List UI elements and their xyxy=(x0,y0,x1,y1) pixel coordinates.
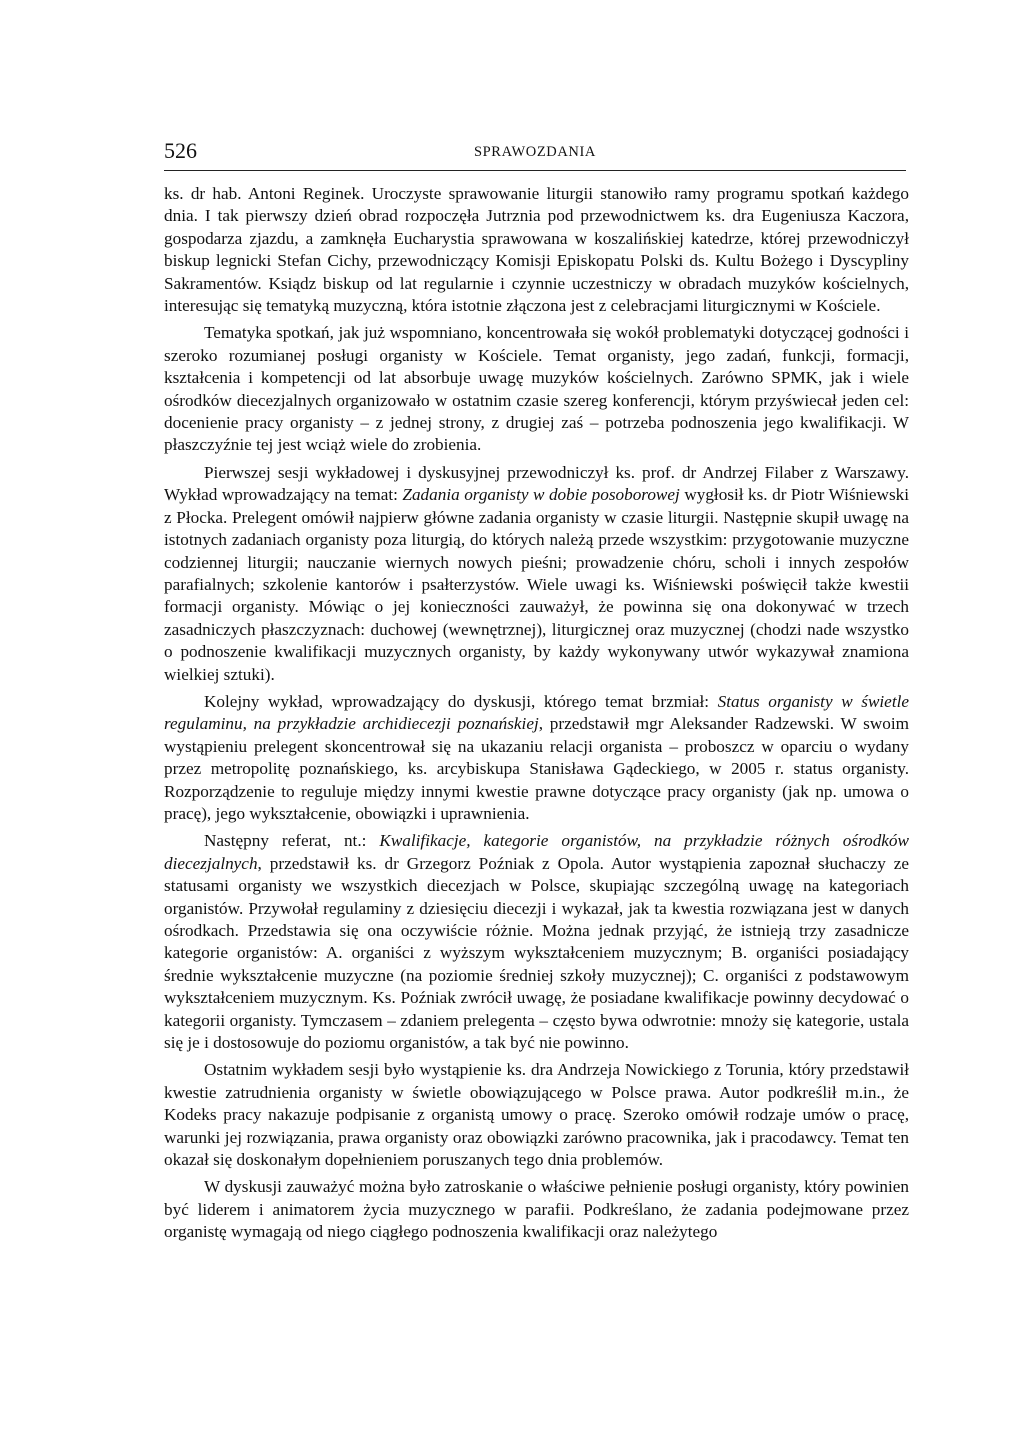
page-header xyxy=(164,134,906,171)
paragraph-text: Kolejny wykład, wprowadzający do dyskusji, którego temat brzmiał: xyxy=(204,691,718,711)
paragraph-text: W dyskusji zauważyć można było zatroskanie o właściwe pełnienie posługi organisty, który powinien być liderem i animatorem życia muzycznego w parafii. Podkreślano, że zadania podejmowane przez organistę wymagają od niego ciągłego podnoszenia kwalifikacji oraz należytego xyxy=(164,1177,909,1242)
body-text xyxy=(164,183,909,1244)
lecture-title: Zadania organisty w dobie posoborowej xyxy=(402,485,680,505)
page-number: 526 xyxy=(164,138,197,163)
paragraph xyxy=(164,322,909,456)
paragraph-text: wygłosił ks. dr Piotr Wiśniewski z Płocka. Prelegent omówił najpierw główne zadania organisty w czasie liturgii. Następnie skupił uwagę na istotnych zadaniach organisty poza liturgią, do których należą przede wszystkim: przygotowanie muzyczne codziennej liturgii; nauczanie wiernych nowych pieśni; prowadzenie chóru, scholi i innych zespołów parafialnych; szkolenie kantorów i psałterzystów. Wiele uwagi ks. Wiśniewski poświęcił także kwestii formacji organisty. Mówiąc o jej konieczności zauważył, że powinna się ona dokonywać w trzech zasadniczych płaszczyznach: duchowej (wewnętrznej), liturgicznej oraz muzycznej (chodzi nade wszystko o podnoszenie kwalifikacji muzycznych organisty, by każdy wykonywany utwór wykazywał znamiona wielkiej sztuki). xyxy=(164,485,909,684)
paragraph-text: , przedstawił ks. dr Grzegorz Poźniak z Opola. Autor wystąpienia zapoznał słuchaczy ze statusami organisty we wszystkich diecezjach w Polsce, skupiając szczególną uwagę na kategoriach organistów. Przywołał regulaminy z dziesięciu diecezji i wykazał, jak ta kwestia rozwiązana jest w danych ośrodkach. Przedstawia się ona oczywiście różnie. Można jednak przyjąć, że istnieją trzy zasadnicze kategorie organistów: A. organiści z wyższym wykształceniem muzycznym; B. organiści posiadający średnie wykształcenie muzyczne (na poziomie średniej szkoły muzycznej); C. organiści z podstawowym wykształceniem muzycznym. Ks. Poźniak zwrócił uwagę, że posiadane kwalifikacje powinny decydować o kategorii organisty. Tymczasem – zdaniem prelegenta – często bywa odwrotnie: mnoży się kategorie, ustala się je i dostosowuje do poziomu organistów, a tak być nie powinno. xyxy=(164,853,909,1053)
paragraph xyxy=(164,1059,909,1171)
paragraph xyxy=(164,830,909,1054)
paragraph xyxy=(164,462,909,686)
paragraph-text: Następny referat, nt.: xyxy=(204,831,380,851)
paragraph xyxy=(164,691,909,825)
paragraph-text: , przedstawił mgr Aleksander Radzewski. W swoim wystąpieniu prelegent skoncentrował się na ukazaniu relacji organista – proboszcz w oparciu o wydany przez metropolitę poznańskiego, ks. arcybiskupa Stanisława Gądeckiego, w 2005 r. status organisty. Rozporządzenie to reguluje między innymi kwestie prawne dotyczące pracy organisty (jak np. umowa o pracę), jego wykształcenie, obowiązki i uprawnienia. xyxy=(164,714,909,823)
paragraph xyxy=(164,1176,909,1243)
paragraph-text: Ostatnim wykładem sesji było wystąpienie ks. dra Andrzeja Nowickiego z Torunia, który przedstawił kwestie zatrudnienia organisty w świetle obowiązującego w Polsce prawa. Autor podkreślił m.in., że Kodeks pracy nakazuje podpisanie z organistą umowy o pracę. Szeroko omówił rodzaje umów o pracę, warunki jej rozwiązania, prawa organisty oraz obowiązki zarówno pracownika, jak i pracodawcy. Temat ten okazał się doskonałym dopełnieniem poruszanych tego dnia problemów. xyxy=(164,1060,909,1170)
lecture-title: Kwalifikacje, kategorie organistów, na przykładzie różnych ośrodków diecezjalnych xyxy=(164,831,909,873)
paragraph xyxy=(164,183,909,317)
lecture-title: Status organisty w świetle regulaminu, na przykładzie archidiecezji poznańskiej xyxy=(164,691,909,734)
paragraph-text: ks. dr hab. Antoni Reginek. Uroczyste sprawowanie liturgii stanowiło ramy programu spotkań każdego dnia. I tak pierwszy dzień obrad rozpoczęła Jutrznia pod przewodnictwem ks. dra Eugeniusza Kaczora, gospodarza zjazdu, a zamknęła Eucharystia sprawowana w koszalińskiej katedrze, której przewodniczył biskup legnicki Stefan Cichy, przewodniczący Komisji Episkopatu Polski ds. Kultu Bożego i Dyscypliny Sakramentów. Ksiądz biskup od lat regularnie i czynnie uczestniczy w obradach muzyków kościelnych, interesując się tematyką muzyczną, która istotnie złączona jest z celebracjami liturgicznymi w Kościele. xyxy=(164,184,909,316)
paragraph-text: Tematyka spotkań, jak już wspomniano, koncentrowała się wokół problematyki dotyczącej godności i szeroko rozumianej posługi organisty w Kościele. Temat organisty, jego zadań, funkcji, formacji, kształcenia i kompetencji od lat absorbuje uwagę muzyków kościelnych. Zarówno SPMK, jak i wiele ośrodków diecezjalnych organizowało w ostatnim czasie szereg konferencji, którym przyświecał jeden cel: docenienie pracy organisty – z jednej strony, z drugiej zaś – potrzeba podnoszenia jego kwalifikacji. W płaszczyźnie tej jest wciąż wiele do zrobienia. xyxy=(164,323,909,455)
running-head: SPRAWOZDANIA xyxy=(473,144,597,160)
paragraph-text: Pierwszej sesji wykładowej i dyskusyjnej przewodniczył ks. prof. dr Andrzej Filaber z Warszawy. Wykład wprowadzający na temat: xyxy=(164,462,909,505)
